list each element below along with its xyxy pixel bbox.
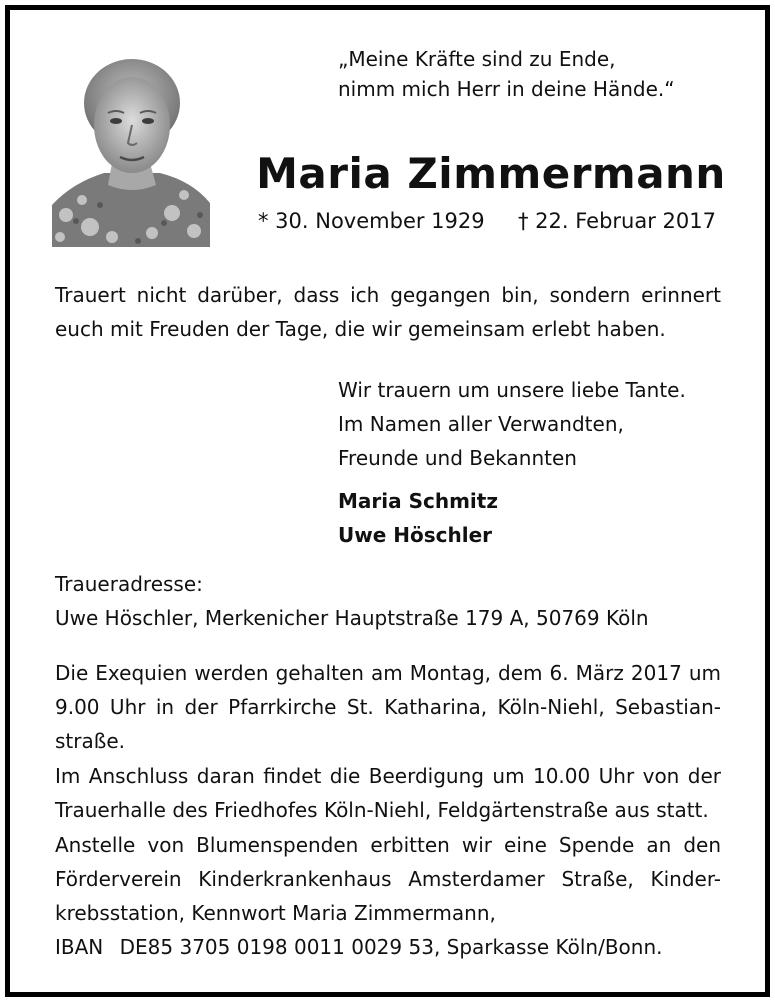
exequien-notice (55, 656, 721, 758)
verse-line: euch mit Freuden der Tage, die wir gemeinsam erlebt haben. (55, 317, 666, 341)
quote-line: „Meine Kräfte sind zu Ende, (338, 47, 616, 71)
quote-line: nimm mich Herr in deine Hände.“ (338, 77, 675, 101)
verse (55, 278, 721, 346)
iban-line (55, 930, 721, 964)
mourners-line: Freunde und Bekannten (338, 446, 577, 470)
verse-line: Trauert nicht darüber, dass ich gegangen bin, sondern erinnert (55, 283, 721, 307)
burial-line: Im Anschluss daran findet die Beerdigung um 10.00 Uhr von der (55, 764, 721, 788)
birth-date: * 30. November 1929 (258, 209, 485, 233)
exequien-line: Die Exequien werden gehalten am Montag, dem 6. März 2017 um (55, 661, 721, 685)
death-date: † 22. Februar 2017 (518, 209, 716, 233)
mourners-line: Im Namen aller Verwandten, (338, 412, 624, 436)
funeral-address (55, 567, 721, 635)
donation-line: Förderverein Kinderkrankenhaus Amsterdamer Straße, Kinder- (55, 867, 721, 891)
mourners-line: Wir trauern um unsere liebe Tante. (338, 378, 686, 402)
portrait-photo (52, 55, 210, 247)
donation-line: krebsstation, Kennwort Maria Zimmermann, (55, 901, 496, 925)
burial-line: Trauerhalle des Friedhofes Köln-Niehl, Feldgärtenstraße aus statt. (55, 798, 709, 822)
mourners-intro (338, 373, 686, 475)
donation-line: Anstelle von Blumenspenden erbitten wir eine Spende an den (55, 833, 721, 857)
mourner-name: Uwe Höschler (338, 523, 493, 547)
iban-label: IBAN (55, 935, 104, 959)
deceased-name: Maria Zimmermann (256, 149, 726, 198)
donation-notice (55, 828, 721, 964)
address-label: Traueradresse: (55, 572, 203, 596)
portrait-icon (52, 55, 210, 247)
iban-value: DE85 3705 0198 0011 0029 53, Sparkasse Köln/Bonn. (119, 935, 663, 959)
exequien-line: straße. (55, 729, 125, 753)
quote (338, 44, 675, 104)
exequien-line: 9.00 Uhr in der Pfarrkirche St. Katharina, Köln-Niehl, Sebastian- (55, 695, 721, 719)
mourners-names (338, 484, 498, 552)
mourner-name: Maria Schmitz (338, 489, 498, 513)
burial-notice (55, 759, 721, 827)
address-value: Uwe Höschler, Merkenicher Hauptstraße 179 A, 50769 Köln (55, 606, 649, 630)
